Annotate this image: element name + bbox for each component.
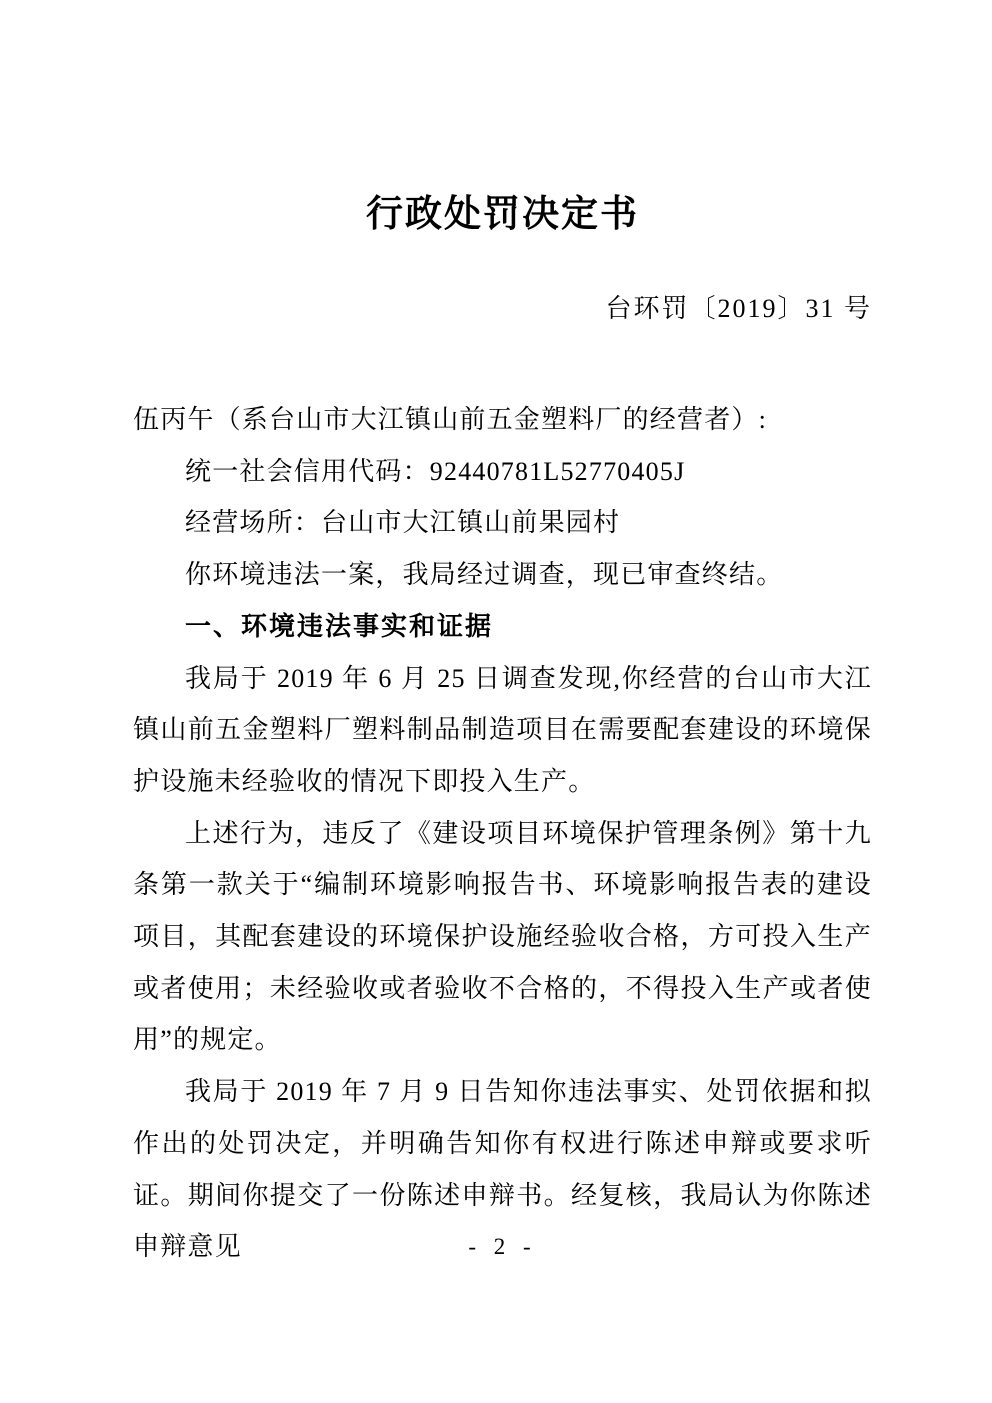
document-number: 台环罚〔2019〕31 号 [605,294,872,323]
page-number: - 2 - [468,1234,537,1259]
fact-paragraph: 我局于 2019 年 6 月 25 日调查发现,你经营的台山市大江镇山前五金塑料厂塑料制品制造项目在需要配套建设的环境保护设施未经验收的情况下即投入生产。 [133,663,872,796]
section-heading: 一、环境违法事实和证据 [185,610,494,641]
recipient-line: 伍丙午（系台山市大江镇山前五金塑料厂的经营者）: [133,405,768,434]
legal-basis-paragraph: 上述行为，违反了《建设项目环境保护管理条例》第十九条第一款关于“编制环境影响报告书、环境影响报告表的建设项目，其配套建设的环境保护设施经验收合格，方可投入生产或者使用；未经验收或者验收不合格的，不得投入生产或者使用”的规定。 [133,818,872,1055]
document-title: 行政处罚决定书 [366,194,639,235]
business-place-line: 经营场所：台山市大江镇山前果园村 [185,508,621,538]
case-intro-line: 你环境违法一案，我局经过调查，现已审查终结。 [185,560,784,590]
notification-paragraph: 我局于 2019 年 7 月 9 日告知你违法事实、处罚依据和拟作出的处罚决定，并明确告知你有权进行陈述申辩或要求听证。期间你提交了一份陈述申辩书。经复核，我局认为你陈述申辩意见 [133,1077,872,1262]
credit-code-line: 统一社会信用代码：92440781L52770405J [185,456,686,486]
document-body [133,394,872,1273]
